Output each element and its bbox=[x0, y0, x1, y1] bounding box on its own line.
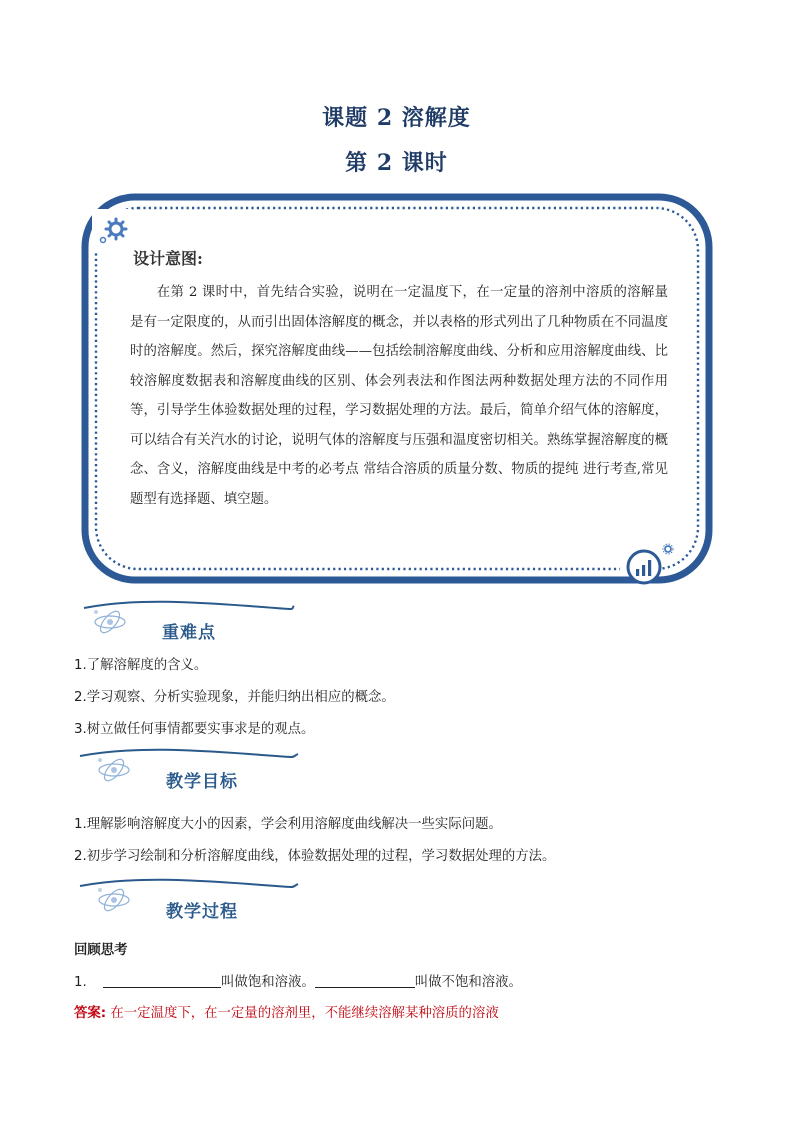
section-header-goals bbox=[74, 740, 304, 800]
atom-icon bbox=[98, 756, 129, 784]
answer-label: 答案: bbox=[74, 1006, 107, 1021]
list-item: 1.了解溶解度的含义。 bbox=[74, 658, 208, 673]
blank-2 bbox=[315, 973, 415, 988]
list-item: 2.初步学习绘制和分析溶解度曲线，体验数据处理的过程，学习数据处理的方法。 bbox=[74, 849, 556, 864]
answer-text: 在一定温度下，在一定量的溶剂里，不能继续溶解某种溶质的溶液 bbox=[110, 1006, 499, 1021]
section-header-process bbox=[74, 870, 304, 930]
bar-chart-icon bbox=[628, 551, 660, 583]
list-item: 2.学习观察、分析实验现象，并能归纳出相应的概念。 bbox=[74, 690, 395, 705]
question-number: 1. bbox=[74, 975, 87, 990]
review-heading: 回顾思考 bbox=[74, 943, 128, 958]
section-header-key-points bbox=[74, 594, 304, 654]
list-item: 3.树立做任何事情都要实事求是的观点。 bbox=[74, 722, 315, 737]
section-label: 教学过程 bbox=[166, 902, 238, 922]
section-label: 教学目标 bbox=[166, 772, 238, 792]
question-1 bbox=[74, 971, 522, 990]
page-title: 课题 2 溶解度 bbox=[322, 105, 471, 131]
list-item: 1.理解影响溶解度大小的因素，学会利用溶解度曲线解决一些实际问题。 bbox=[74, 817, 502, 832]
blank-1 bbox=[103, 973, 221, 988]
answer bbox=[74, 1002, 499, 1021]
question-text-2: 叫做不饱和溶液。 bbox=[414, 975, 522, 990]
atom-icon bbox=[98, 886, 129, 914]
design-heading: 设计意图: bbox=[133, 249, 203, 268]
section-label: 重难点 bbox=[162, 623, 216, 643]
page-subtitle: 第 2 课时 bbox=[345, 150, 448, 176]
design-paragraph: 在第 2 课时中，首先结合实验，说明在一定温度下，在一定量的溶剂中溶质的溶解量是有一定限度的，从而引出固体溶解度的概念，并以表格的形式列出了几种物质在不同温度时的溶解度。然后，探究溶解度曲线——包括绘制溶解度曲线、分析和应用溶解度曲线、比较溶解度数据表和溶解度曲线的区别、体会列表法和作图法两种数据处理方法的不同作用等，引导学生体验数据处理的过程，学习数据处理的方法。最后，简单介绍气体的溶解度，可以结合有关汽水的讨论，说明气体的溶解度与压强和温度密切相关。熟练掌握溶解度的概念、含义，溶解度曲线是中考的必考点 常结合溶质的质量分数、物质的提纯 进行考查,常见题型有选择题、填空题。 bbox=[130, 285, 668, 507]
question-text-1: 叫做饱和溶液。 bbox=[221, 975, 315, 990]
small-gear-icon bbox=[663, 544, 673, 554]
atom-icon bbox=[94, 608, 125, 636]
